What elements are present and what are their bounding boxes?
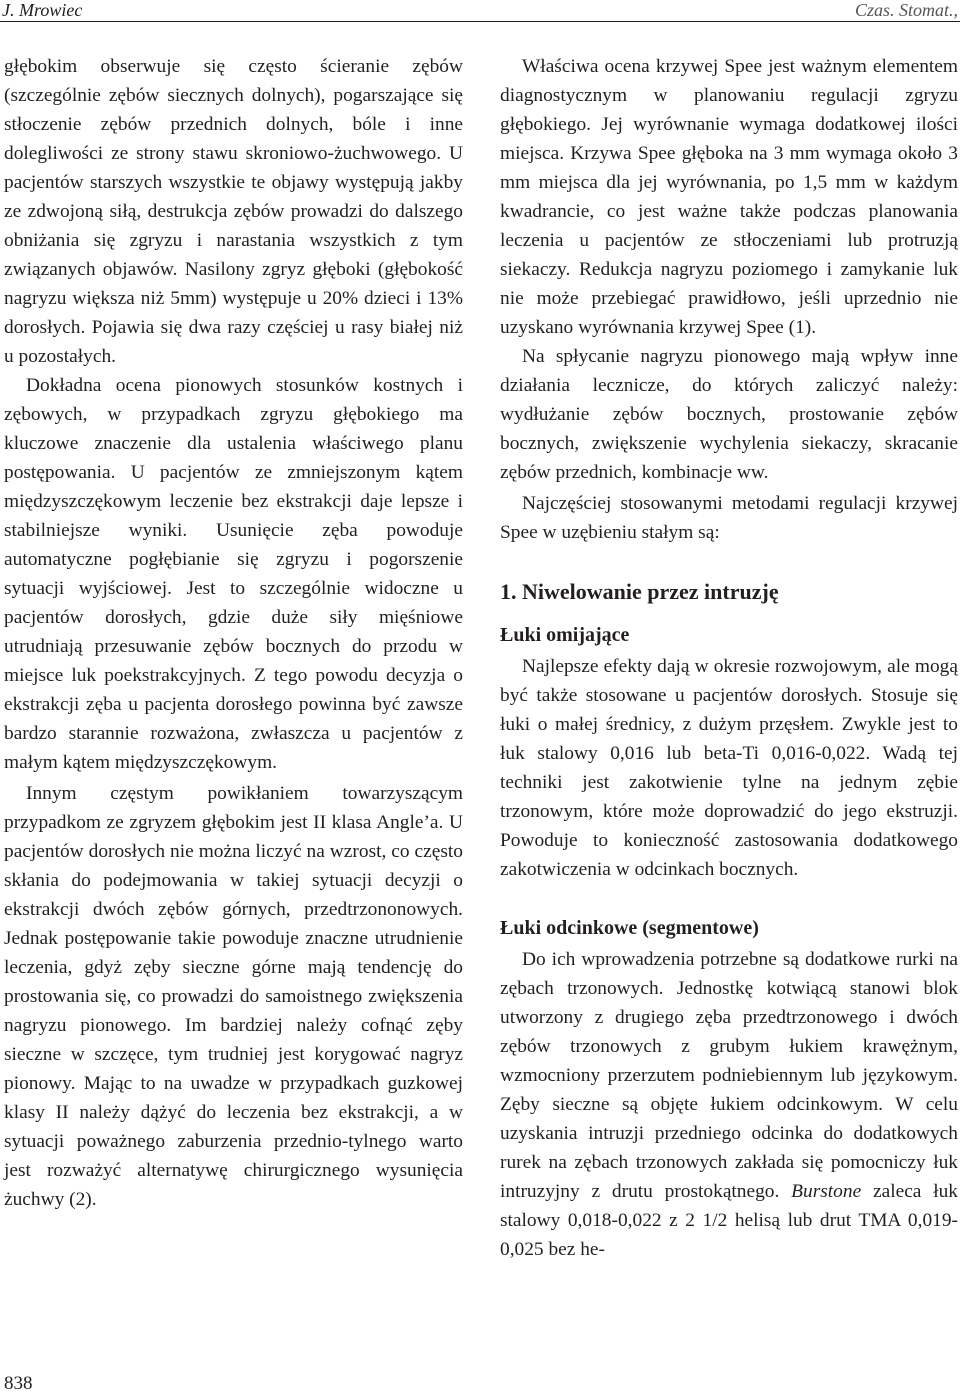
left-paragraph-1: głębokim obserwuje się często ścieranie zębów (szczególnie zębów siecznych dolnych), pogarszające się stłoczenie zębów przednich dolnych, bóle i inne dolegliwości ze strony stawu skroniowo-żuchwowego. U pacjentów starszych wszystkie te objawy występują jakby ze zdwojoną siłą, destrukcja zębów prowadzi do dalszego obniżania się zgryzu i narastania wszystkich z tym związanych objawów. Nasilony zgryz głęboki (głębokość nagryzu większa niż 5mm) występuje u 20% dzieci i 13% dorosłych. Pojawia się dwa razy częściej u rasy białej niż u pozostałych. (4, 56, 463, 367)
header-rule (0, 21, 960, 22)
left-paragraph-3: Innym częstym powikłaniem towarzyszącym przypadkom ze zgryzem głębokim jest II klasa Angle’a. U pacjentów dorosłych nie można liczyć na wzrost, co często skłania do podejmowania w takiej sytuacji decyzji o ekstrakcji dwóch zębów górnych, przedtrzononowych. Jednak postępowanie takie powoduje znaczne utrudnienie leczenia, gdyż zęby sieczne górne mają tendencję do prostowania się, co prowadzi do samoistnego zwiększenia nagryzu pionowego. Im bardziej należy cofnąć zęby sieczne w szczęce, tym trudniej jest korygować nagryz pionowy. Mając to na uwadze w przypadkach guzkowej klasy II należy dążyć do leczenia bez ekstrakcji, a w sytuacji poważnego zaburzenia przednio-tylnego warto jest rozważyć alternatywę chirurgicznego wysunięcia żuchwy (2). (4, 783, 463, 1210)
segmental-text-part-1: Do ich wprowadzenia potrzebne są dodatkowe rurki na zębach trzonowych. Jednostkę kotwiącą stanowi blok utworzony z drugiego zęba przedtrzonowego i dwóch zębów trzonowych z grubym łukiem krawężnym, wzmocniony przerzutem podniebiennym lub językowym. Zęby sieczne są objęte łukiem odcinkowym. W celu uzyskania intruzji przedniego odcinka do dodatkowych rurek na zębach trzonowych zakłada się pomocniczy łuk intruzyjny z drutu prostokątnego. (500, 949, 958, 1202)
bypass-arches-text: Najlepsze efekty dają w okresie rozwojowym, ale mogą być także stosowane u pacjentów dorosłych. Stosuje się łuki o małej średnicy, z dużym przęsłem. Zwykle jest to łuk stalowy 0,016 lub beta-Ti 0,016-0,022. Wadą tej techniki jest zakotwienie tylne na jednym zębie trzonowym, które może doprowadzić do jego ekstruzji. Powoduje to konieczność zastosowania dodatkowego zakotwiczenia w odcinkach bocznych. (500, 656, 958, 880)
subheading-bypass-arches: Łuki omijające (500, 624, 630, 646)
running-head-journal: Czas. Stomat., (854, 0, 958, 20)
running-head-author: J. Mrowiec (2, 0, 83, 20)
right-paragraph-3: Najczęściej stosowanymi metodami regulacji krzywej Spee w uzębieniu stałym są: (500, 493, 958, 543)
author-name-burstone: Burstone (791, 1181, 862, 1202)
left-paragraph-2: Dokładna ocena pionowych stosunków kostnych i zębowych, w przypadkach zgryzu głębokiego ma kluczowe znaczenie dla ustalenia właściwego planu postępowania. U pacjentów ze zmniejszonym kątem międzyszczękowym leczenie bez ekstrakcji daje lepsze i stabilniejsze wyniki. Usunięcie zęba powoduje automatyczne pogłębianie się zgryzu i pogorszenie sytuacji wyjściowej. Jest to szczególnie widoczne u pacjentów dorosłych, gdzie duże siły mięśniowe utrudniają przesuwanie zębów bocznych do przodu w miejsce luk poekstrakcyjnych. Z tego powodu decyzja o ekstrakcji zęba u pacjenta dorosłego powinna być zawsze bardzo starannie rozważona, zwłaszcza u pacjentów z małym kątem międzyszczękowym. (4, 375, 463, 773)
page-number: 838 (4, 1373, 33, 1394)
left-column (4, 52, 463, 1214)
segmental-text-part-2: zaleca łuk stalowy 0,018-0,022 z 2 1/2 helisą lub drut TMA 0,019-0,025 bez he- (500, 1181, 958, 1260)
running-head (0, 0, 960, 22)
subheading-segmental-arches: Łuki odcinkowe (segmentowe) (500, 917, 759, 939)
segmental-arches-text (500, 945, 958, 1264)
section-heading-intrusion: 1. Niwelowanie przez intruzję (500, 579, 779, 604)
right-paragraph-2: Na spłycanie nagryzu pionowego mają wpływ inne działania lecznicze, do których zaliczyć należy: wydłużanie zębów bocznych, prostowanie zębów bocznych, zwiększenie wychylenia siekaczy, skracanie zębów przednich, kombinacje ww. (500, 346, 958, 483)
right-column (500, 52, 958, 1264)
right-paragraph-1: Właściwa ocena krzywej Spee jest ważnym elementem diagnostycznym w planowaniu regulacji zgryzu głębokiego. Jej wyrównanie wymaga dodatkowej ilości miejsca. Krzywa Spee głęboka na 3 mm wymaga około 3 mm miejsca dla jej wyrównania, po 1,5 mm w każdym kwadrancie, co jest ważne także podczas planowania leczenia u pacjentów ze stłoczeniami lub protruzją siekaczy. Redukcja nagryzu poziomego i zamykanie luk nie może przebiegać prawidłowo, jeśli uprzednio nie uzyskano wyrównania krzywej Spee (1). (500, 56, 958, 338)
